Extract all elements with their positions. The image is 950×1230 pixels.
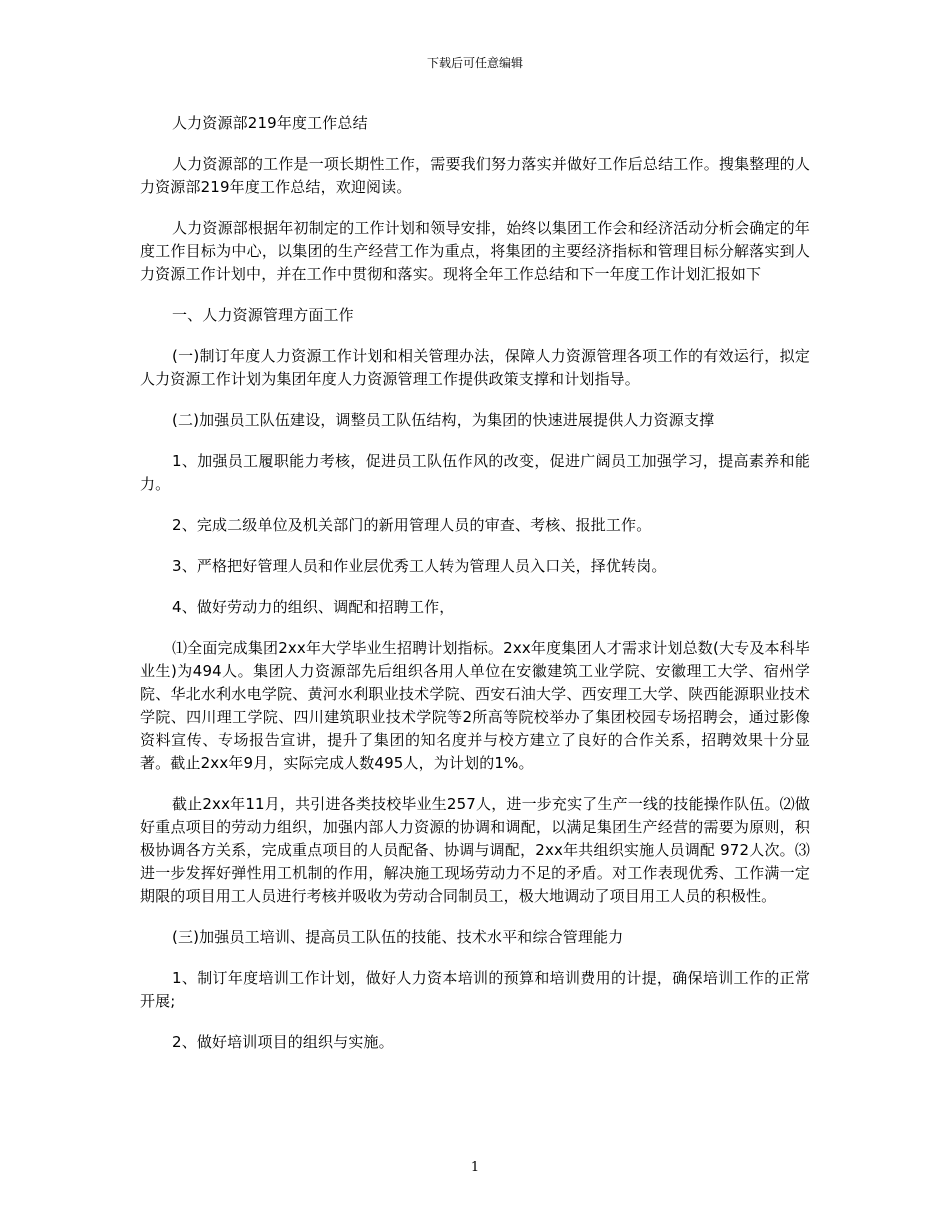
staffing-paragraph: 截止2xx年11月，共引进各类技校毕业生257人，进一步充实了生产一线的技能操作队伍。⑵做好重点项目的劳动力组织，加强内部人力资源的协调和调配，以满足集团生产经营的需要为原则，积极协调各方关系，完成重点项目的人员配备、协调与调配，2xx年共组织实施人员调配 972人次。⑶进一步发挥好弹性用工机制的作用，解决施工现场劳动力不足的矛盾。对工作表现优秀、工作满一定期限的项目用工人员进行考核并吸收为劳动合同制员工，极大地调动了项目用工人员的积极性。 <box>140 795 810 905</box>
page-header: 下载后可任意编辑 <box>426 56 523 70</box>
subsection-heading: (三)加强员工培训、提高员工队伍的技能、技术水平和综合管理能力 <box>172 928 624 946</box>
overview-paragraph: 人力资源部根据年初制定的工作计划和领导安排，始终以集团工作会和经济活动分析会确定的年度工作目标为中心，以集团的生产经营工作为重点，将集团的主要经济指标和管理目标分解落实到人力资源工作计划中，并在工作中贯彻和落实。现将全年工作总结和下一年度工作计划汇报如下 <box>140 219 810 283</box>
section-heading: 一、人力资源管理方面工作 <box>172 306 354 324</box>
subsection-paragraph: (一)制订年度人力资源工作计划和相关管理办法，保障人力资源管理各项工作的有效运行，拟定人力资源工作计划为集团年度人力资源管理工作提供政策支撑和计划指导。 <box>140 347 810 388</box>
list-item-paragraph: 2、完成二级单位及机关部门的新用管理人员的审查、考核、报批工作。 <box>172 516 652 534</box>
recruitment-paragraph: ⑴全面完成集团2xx年大学毕业生招聘计划指标。2xx年度集团人才需求计划总数(大专及本科毕业生)为494人。集团人力资源部先后组织各用人单位在安徽建筑工业学院、安徽理工大学、宿州学院、华北水利水电学院、黄河水利职业技术学院、西安石油大学、西安理工大学、陕西能源职业技术学院、四川理工学院、四川建筑职业技术学院等2所高等院校举办了集团校园专场招聘会，通过影像资料宣传、专场报告宣讲，提升了集团的知名度并与校方建立了良好的合作关系，招聘效果十分显著。截止2xx年9月，实际完成人数495人，为计划的1%。 <box>140 639 810 772</box>
intro-paragraph: 人力资源部的工作是一项长期性工作，需要我们努力落实并做好工作后总结工作。搜集整理的人力资源部219年度工作总结，欢迎阅读。 <box>140 155 810 196</box>
subsection-heading: (二)加强员工队伍建设，调整员工队伍结构，为集团的快速进展提供人力资源支撑 <box>172 411 715 429</box>
page-number: 1 <box>470 1160 480 1175</box>
list-item-paragraph: 1、制订年度培训工作计划，做好人力资本培训的预算和培训费用的计提，确保培训工作的正常开展; <box>140 969 810 1010</box>
list-item-paragraph: 3、严格把好管理人员和作业层优秀工人转为管理人员入口关，择优转岗。 <box>172 557 667 575</box>
document-body <box>140 112 810 1072</box>
list-item-paragraph: 4、做好劳动力的组织、调配和招聘工作， <box>172 598 455 616</box>
document-title: 人力资源部219年度工作总结 <box>172 114 368 132</box>
list-item-paragraph: 1、加强员工履职能力考核，促进员工队伍作风的改变，促进广阔员工加强学习，提高素养和能力。 <box>140 452 810 493</box>
list-item-paragraph: 2、做好培训项目的组织与实施。 <box>172 1033 394 1051</box>
